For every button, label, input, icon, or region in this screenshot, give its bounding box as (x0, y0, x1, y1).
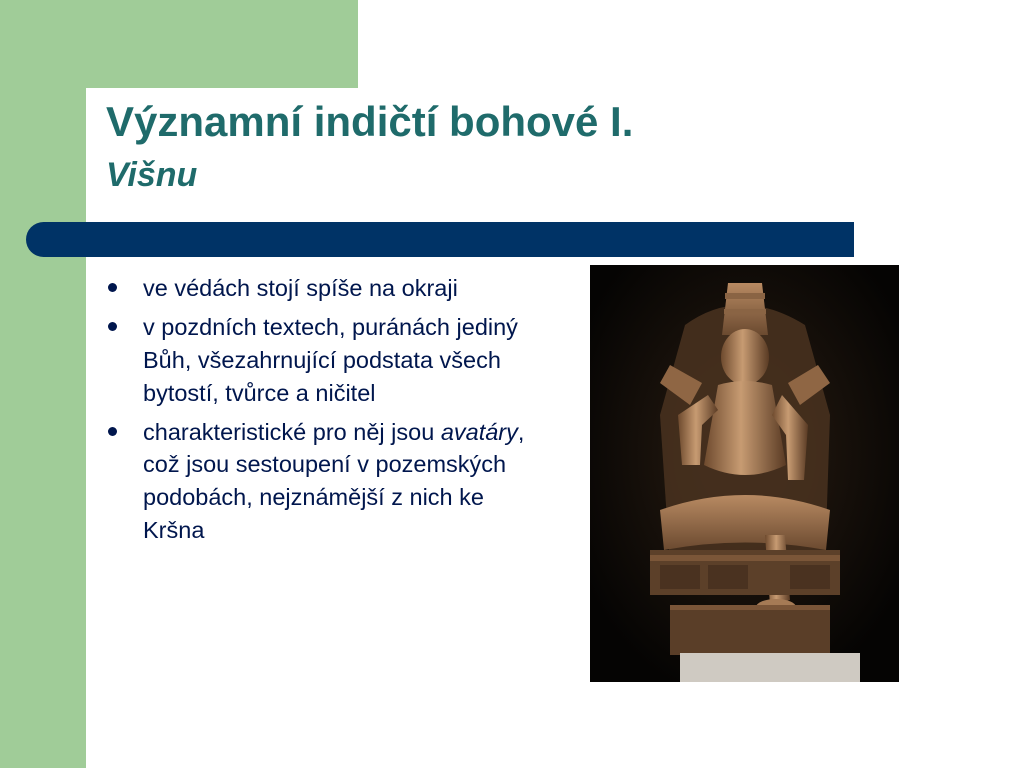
bullet-text: v pozdních textech, puránách jediný Bůh, všezahrnující podstata všech bytostí, tvůrce a ničitel (143, 313, 518, 406)
bullet-item (108, 416, 528, 548)
bullet-text: ve védách stojí spíše na okraji (143, 275, 458, 301)
bullet-icon (108, 322, 117, 331)
bullet-emphasis: avatáry (440, 418, 518, 445)
green-side-panel (0, 0, 86, 768)
bullet-icon (108, 427, 117, 436)
bullet-list (108, 272, 528, 553)
slide-subtitle: Višnu (106, 156, 198, 194)
bullet-text-start: charakteristické pro něj jsou (143, 418, 441, 445)
bullet-item (108, 272, 528, 305)
statue-illustration (590, 265, 899, 682)
bullet-text-end: , což jsou sestoupení v pozemských podobách, nejznámější z nich ke Kršna (143, 418, 525, 544)
bullet-icon (108, 283, 117, 292)
slide-title: Významní indičtí bohové I. (106, 98, 634, 145)
title-divider-bar (26, 222, 854, 257)
bullet-item (108, 311, 528, 410)
vishnu-statue-image (590, 265, 899, 682)
green-top-panel (0, 0, 358, 88)
